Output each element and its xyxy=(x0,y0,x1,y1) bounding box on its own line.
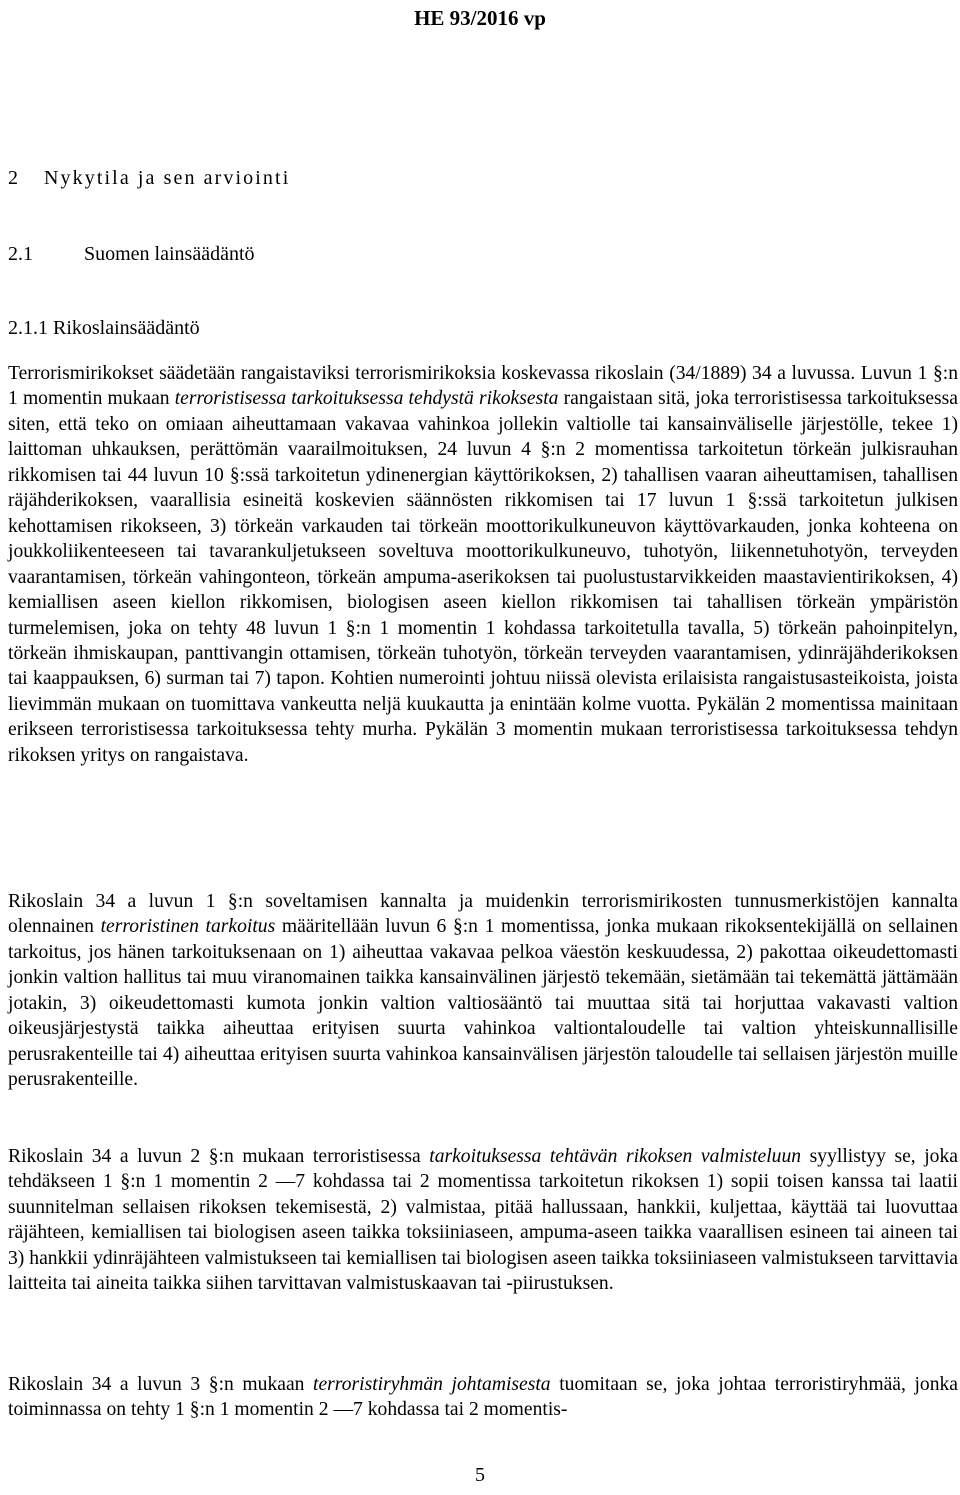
paragraph-terrorist-intent xyxy=(8,889,958,1093)
subsection-heading xyxy=(8,242,255,266)
italic-term: tarkoituksessa tehtävän rikoksen valmisteluun xyxy=(429,1146,802,1167)
page-number: 5 xyxy=(475,1464,485,1486)
paragraph-text: syyllistyy se, joka tehdäkseen 1 §:n 1 momentin 2 —7 kohdassa tai 2 momentissa tarkoitetun rikoksen 1) sopii toisen kanssa tai laatii suunnitelman sellaisen rikoksen tekemisestä, 2) valmistaa, pitää hallussaan, hankkii, kuljettaa, käyttää tai luovuttaa räjähteen, kemiallisen tai biologisen aseen taikka toksiiniaseen, ampuma-aseen taikka vaarallisen esineen tai aineen tai 3) hankkii ydinräjähteen valmistukseen tai kemiallisen tai biologisen aseen taikka toksiiniaseen valmistukseen tarvittavia laitteita tai aineita taikka siihen tarvittavan valmistuskaavan tai -piirustuksen. xyxy=(8,1146,958,1295)
paragraph-text: tuomitaan se, joka johtaa terroristiryhmää, jonka toiminnassa on tehty 1 §:n 1 momentin 2 —7 kohdassa tai 2 momentis- xyxy=(8,1374,958,1421)
paragraph-text: Rikoslain 34 a luvun 1 §:n soveltamisen kannalta ja muidenkin terrorismirikosten tunnusmerkistöjen kannalta olennainen xyxy=(8,891,958,938)
paragraph-terrorist-offences xyxy=(8,361,958,768)
paragraph-text: Rikoslain 34 a luvun 3 §:n mukaan xyxy=(8,1374,314,1395)
paragraph-text: Rikoslain 34 a luvun 2 §:n mukaan terroristisessa xyxy=(8,1146,430,1167)
paragraph-text: määritellään luvun 6 §:n 1 momentissa, jonka mukaan rikoksentekijällä on sellainen tarkoitus, jos hänen tarkoituksenaan on 1) aiheuttaa vakavaa pelkoa väestön keskuudessa, 2) pakottaa oikeudettomasti jonkin valtion hallitus tai muu viranomainen taikka kansainvälinen järjestö tekemään, sietämään tai tekemättä jättämään jotakin, 3) oikeudettomasti kumota jonkin valtion valtiosääntö tai muuttaa sitä tai horjuttaa vakavasti valtion oikeusjärjestystä taikka aiheuttaa erityisen suurta vahinkoa valtiontaloudelle tai valtion yhteiskunnallisille perusrakenteille tai 4) aiheuttaa erityisen suurta vahinkoa kansainvälisen järjestön taloudelle tai sellaisen järjestön muille perusrakenteille. xyxy=(8,916,958,1091)
subsection-number: 2.1 xyxy=(8,243,33,265)
italic-term: terroristisessa tarkoituksessa tehdystä rikoksesta xyxy=(174,388,559,410)
paragraph-preparation xyxy=(8,1144,958,1297)
document-id-header: HE 93/2016 vp xyxy=(414,6,546,30)
subsubsection-heading: 2.1.1 Rikoslainsäädäntö xyxy=(8,317,200,339)
section-heading xyxy=(8,166,290,190)
paragraph-directing-group xyxy=(8,1372,958,1423)
section-number: 2 xyxy=(8,167,18,189)
italic-term: terroristiryhmän johtamisesta xyxy=(313,1374,551,1395)
subsection-title: Suomen lainsäädäntö xyxy=(84,243,255,265)
paragraph-text: rangaistaan sitä, joka terroristisessa tarkoituksessa siten, että teko on omiaan aiheuttamaan vakavaa vahinkoa jollekin valtiolle tai kansainväliselle järjestölle, tekee 1) laittoman uhkauksen, perättömän vaarailmoituksen, 24 luvun 4 §:n 2 momentissa tarkoitetun törkeän julkisrauhan rikkomisen tai 44 luvun 10 §:ssä tarkoitetun ydinenergian käyttörikoksen, 2) tahallisen vaaran aiheuttamisen, tahallisen räjähderikoksen, vaarallisia esineitä koskevien säännösten rikkomisen tai 17 luvun 1 §:ssä tarkoitetun julkisen kehottamisen rikokseen, 3) törkeän varkauden tai törkeän moottorikulkuneuvon käyttövarkauden, jonka kohteena on joukkoliikenteeseen tai tavarankuljetukseen soveltuva moottorikulkuneuvo, tuhotyön, liikennetuhotyön, terveyden vaarantamisen, törkeän vahingonteon, törkeän ampuma-aserikoksen tai puolustustarvikkeiden maastavientirikoksen, 4) kemiallisen aseen kiellon rikkomisen, biologisen aseen kiellon rikkomisen tai tahallisen törkeän ympäristön turmelemisen, joka on tehty 48 luvun 1 §:n 1 momentin 1 kohdassa tarkoitetulla tavalla, 5) törkeän pahoinpitelyn, törkeän ihmiskaupan, panttivangin ottamisen, törkeän tuhotyön, törkeän terveyden vaarantamisen, ydinräjähderikoksen tai kaappauksen, 6) surman tai 7) tapon. Kohtien numerointi johtuu niissä olevista erilaisista rangaistusasteikoista, joista lievimmän mukaan on tuomittava vankeutta neljä kuukautta ja enintään kolme vuotta. Pykälän 2 momentissa mainitaan erikseen terroristisessa tarkoituksessa tehty murha. Pykälän 3 momentin mukaan terroristisessa tarkoituksessa tehdyn rikoksen yritys on rangaistava. xyxy=(8,388,958,766)
italic-term: terroristinen tarkoitus xyxy=(100,916,276,938)
section-title: Nykytila ja sen arviointi xyxy=(44,167,291,189)
paragraph-text: Terrorismirikokset säädetään rangaistaviksi terrorismirikoksia koskevassa rikoslain (34/1889) 34 a luvussa. Luvun 1 §:n 1 momentin mukaan xyxy=(8,363,958,410)
